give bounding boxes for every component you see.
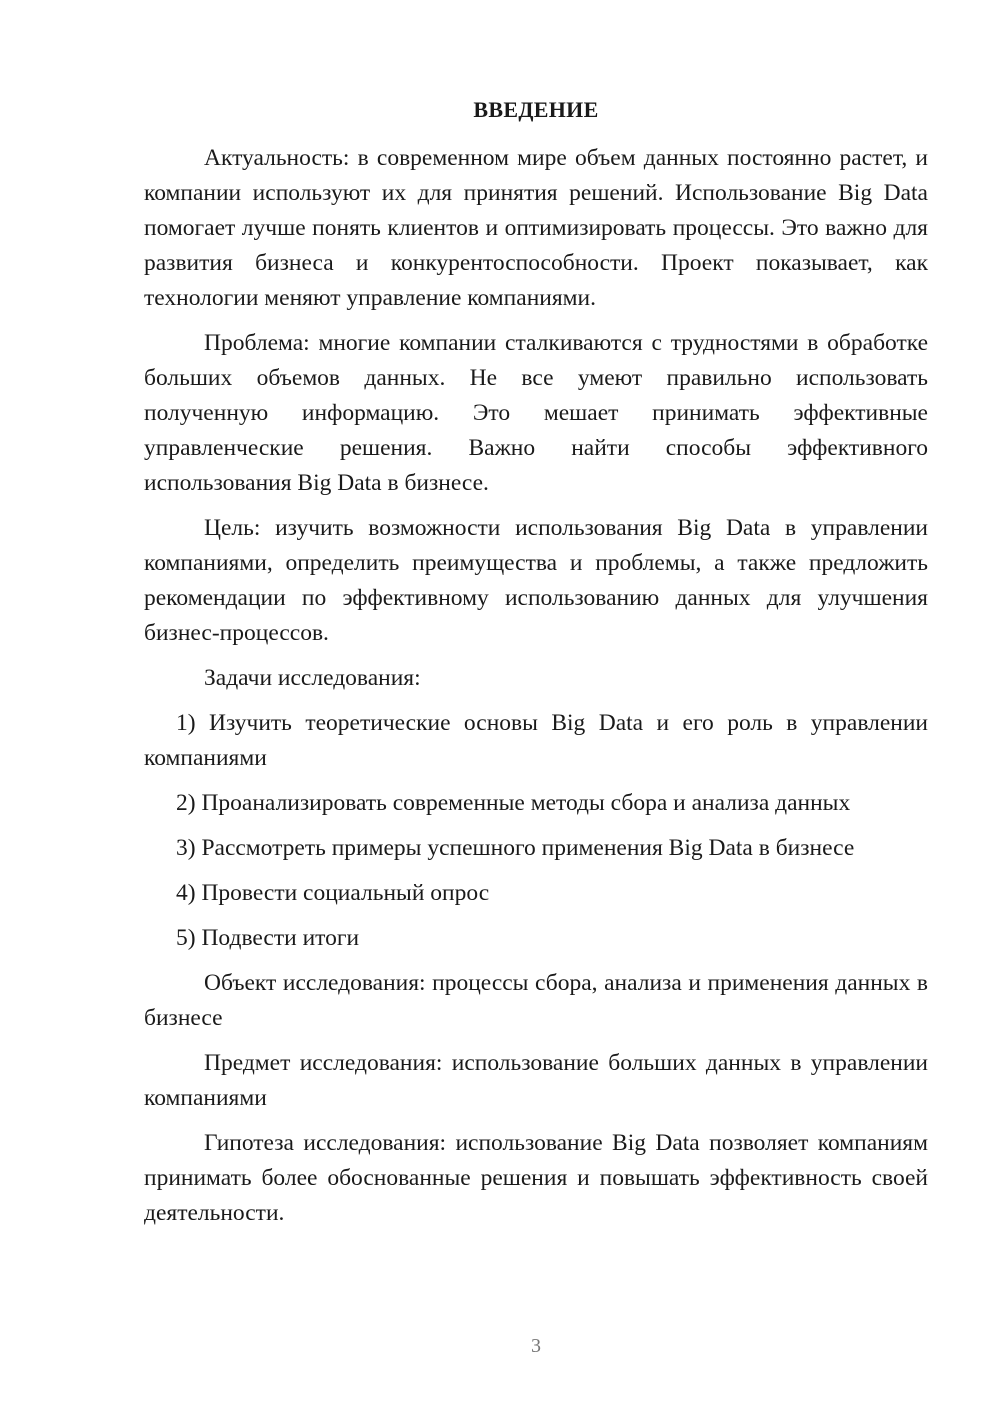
tasks-list xyxy=(144,706,928,956)
task-item: 4) Провести социальный опрос xyxy=(176,880,490,906)
task-item: 1) Изучить теоретические основы Big Data и его роль в управлении компаниями xyxy=(144,710,928,771)
task-item: 2) Проанализировать современные методы сбора и анализа данных xyxy=(176,790,851,816)
section-heading: ВВЕДЕНИЕ xyxy=(473,97,599,122)
page-number: 3 xyxy=(531,1335,541,1357)
task-item: 5) Подвести итоги xyxy=(176,925,360,951)
paragraph-object: Объект исследования: процессы сбора, анализа и применения данных в бизнесе xyxy=(144,970,928,1031)
paragraph-problem: Проблема: многие компании сталкиваются с трудностями в обработке больших объемов данных. Не все умеют правильно использовать полученную информацию. Это мешает принимать эффективные управленческие решения. Важно найти способы эффективного использования Big Data в бизнесе. xyxy=(144,330,928,496)
page-content xyxy=(144,94,928,1241)
task-item: 3) Рассмотреть примеры успешного применения Big Data в бизнесе xyxy=(176,835,855,861)
paragraph-subject: Предмет исследования: использование больших данных в управлении компаниями xyxy=(144,1050,928,1111)
tasks-heading: Задачи исследования: xyxy=(204,665,421,691)
paragraph-relevance: Актуальность: в современном мире объем данных постоянно растет, и компании используют их для принятия решений. Использование Big Data помогает лучше понять клиентов и оптимизировать процессы. Это важно для развития бизнеса и конкурентоспособности. Проект показывает, как технологии меняют управление компаниями. xyxy=(144,145,928,311)
paragraph-hypothesis: Гипотеза исследования: использование Big Data позволяет компаниям принимать более обоснованные решения и повышать эффективность своей деятельности. xyxy=(144,1130,928,1226)
paragraph-goal: Цель: изучить возможности использования Big Data в управлении компаниями, определить преимущества и проблемы, а также предложить рекомендации по эффективному использованию данных для улучшения бизнес-процессов. xyxy=(144,515,928,646)
